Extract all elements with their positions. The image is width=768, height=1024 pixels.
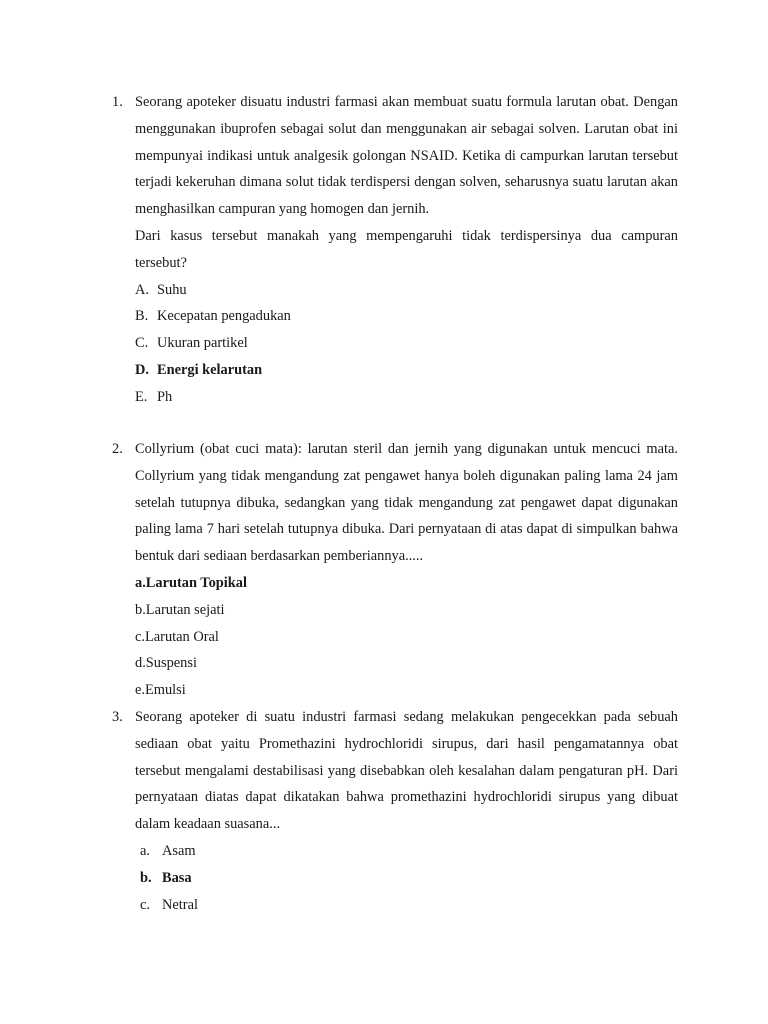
question-text: Seorang apoteker disuatu industri farmasi akan membuat suatu formula larutan obat. Dengan menggunakan ibuprofen sebagai solut dan menggunakan air sebagai solven. Larutan obat ini mempunyai indikasi untuk analgesik golongan NSAID. Ketika di campurkan larutan tersebut terjadi kekeruhan dimana solut tidak terdispersi dengan solven, seharusnya suatu larutan akan menghasilkan campuran yang homogen dan jernih. [135, 94, 678, 218]
answer-option-b [135, 303, 678, 330]
option-text: Ukuran partikel [157, 335, 248, 352]
option-text: Suhu [157, 281, 187, 298]
option-letter: c. [140, 896, 150, 913]
option-text: Kecepatan pengadukan [157, 308, 291, 325]
option-letter: A. [135, 281, 149, 298]
option-text: Netral [162, 896, 198, 913]
answer-option-c [140, 892, 678, 919]
question-body [135, 704, 678, 918]
answer-options [135, 570, 678, 704]
question-3 [112, 704, 678, 918]
question-text: Collyrium (obat cuci mata): larutan steril dan jernih yang digunakan untuk mencuci mata. Collyrium yang tidak mengandung zat pengawet hanya boleh digunakan paling lama 24 jam setelah tutupnya dibuka, sedangkan yang tidak mengandung zat pengawet dapat digunakan paling lama 7 hari setelah tutupnya dibuka. Dari pernyataan di atas dapat di simpulkan bahwa bentuk dari sediaan berdasarkan pemberiannya..... [135, 441, 678, 565]
question-number: 1. [112, 94, 123, 110]
answer-option-b-correct [140, 865, 678, 892]
answer-option-c: c.Larutan Oral [135, 628, 219, 645]
answer-option-e: e.Emulsi [135, 682, 186, 699]
option-letter: E. [135, 388, 148, 405]
answer-option-d: d.Suspensi [135, 655, 197, 672]
question-prompt: Dari kasus tersebut manakah yang mempengaruhi tidak terdispersinya dua campuran tersebut? [135, 227, 678, 271]
answer-option-a [140, 838, 678, 865]
option-letter: D. [135, 361, 149, 378]
answer-option-d-correct [135, 357, 678, 384]
answer-option-a [135, 277, 678, 304]
answer-options [140, 838, 678, 918]
question-body [135, 436, 678, 704]
option-text: Ph [157, 388, 173, 405]
question-text: Seorang apoteker di suatu industri farmasi sedang melakukan pengecekkan pada sebuah sediaan obat yaitu Promethazini hydrochloridi sirupus, dari hasil pengamatannya obat tersebut mengalami destabilisasi yang disebabkan oleh kesalahan dalam pengaturan pH. Dari pernyataan diatas dapat dikatakan bahwa promethazini hydrochloridi sirupus yang dibuat dalam keadaan suasana... [135, 709, 678, 833]
option-text: Basa [162, 869, 192, 886]
answer-option-e [135, 384, 678, 411]
question-body [135, 89, 678, 277]
option-letter: B. [135, 308, 149, 325]
option-letter: b. [140, 869, 152, 886]
question-number: 3. [112, 709, 123, 725]
option-text: Asam [162, 842, 196, 859]
answer-option-b: b.Larutan sejati [135, 601, 225, 618]
option-text: Energi kelarutan [157, 361, 263, 378]
answer-option-c [135, 330, 678, 357]
option-letter: C. [135, 335, 149, 352]
option-letter: a. [140, 842, 150, 859]
question-1 [112, 89, 678, 411]
answer-options [135, 277, 678, 411]
question-2 [112, 436, 678, 704]
question-number: 2. [112, 441, 123, 457]
answer-option-a-correct: a.Larutan Topikal [135, 574, 247, 591]
